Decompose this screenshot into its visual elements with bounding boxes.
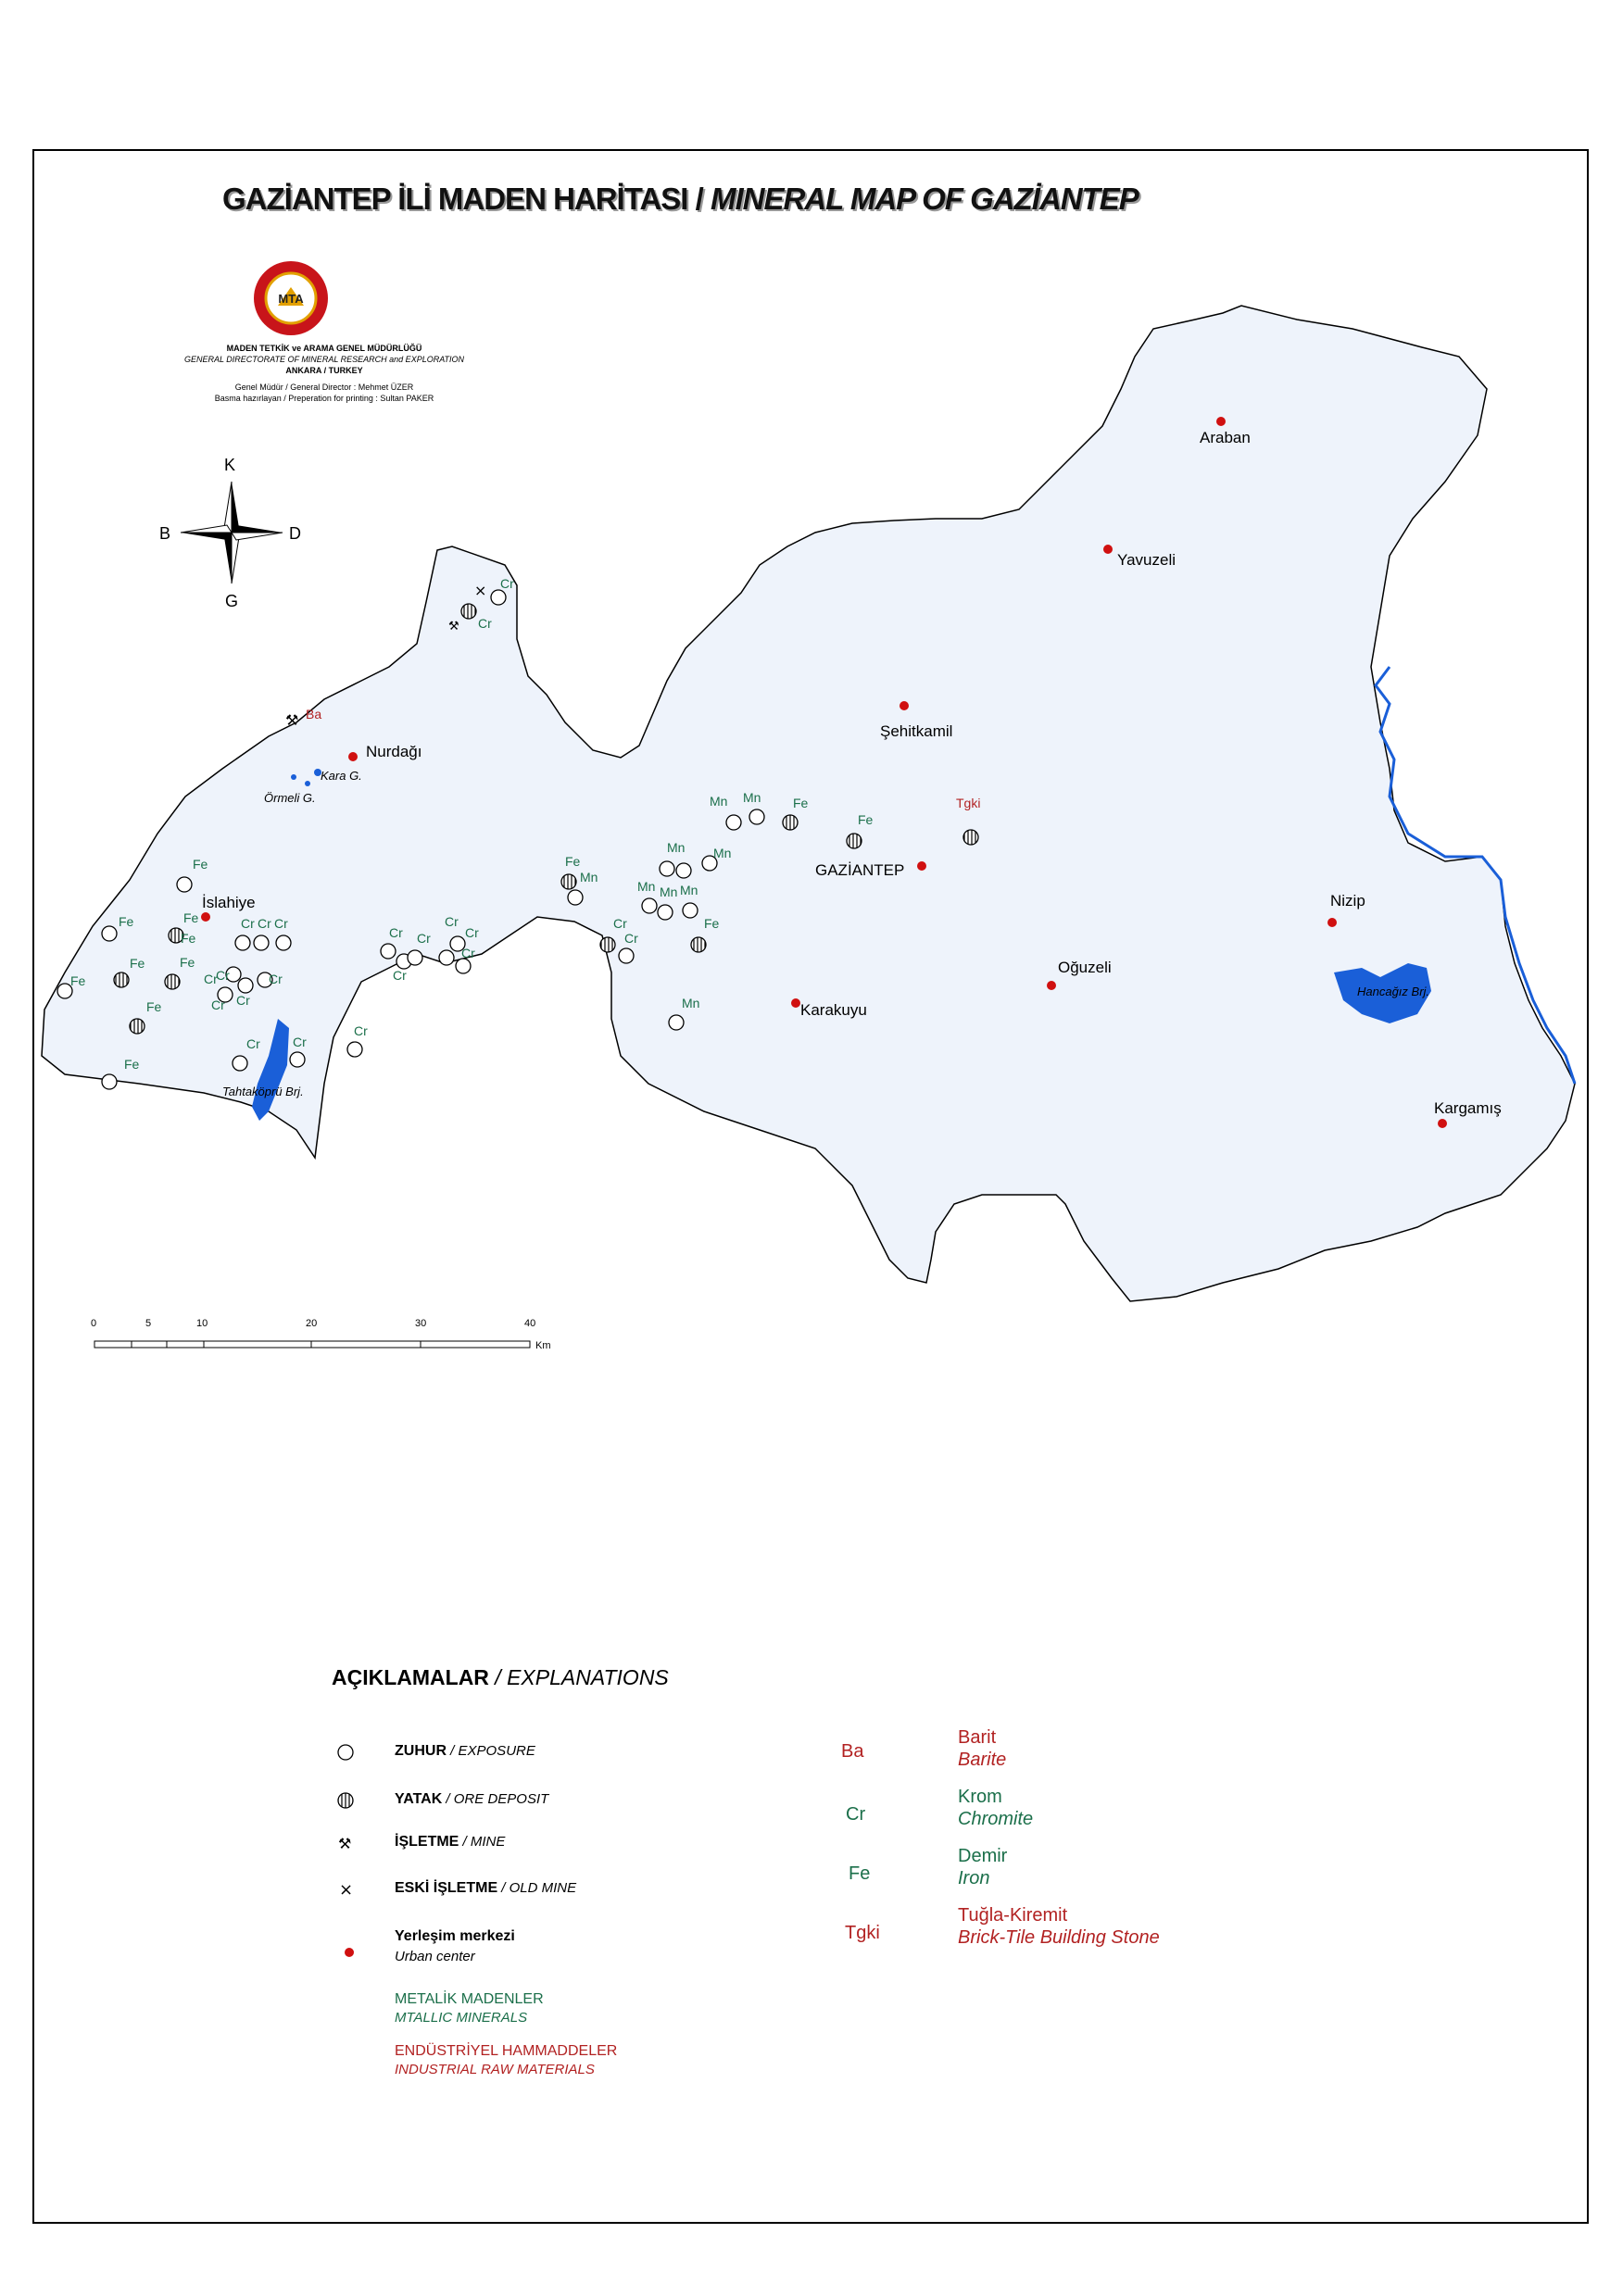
lake-dot	[305, 781, 310, 786]
exposure-symbol	[347, 1042, 362, 1057]
title-tr: GAZİANTEP İLİ MADEN HARİTASI /	[222, 182, 703, 216]
mineral-label: Fe	[146, 999, 162, 1014]
mineral-label: Mn	[667, 840, 686, 855]
org-print: Basma hazırlayan / Preperation for printing : Sultan PAKER	[214, 394, 434, 403]
legend-urban-symbol	[345, 1948, 354, 1957]
mineral-label: Fe	[70, 973, 86, 988]
mineral-label: Mn	[682, 996, 700, 1010]
mineral-label: Cr	[293, 1035, 307, 1049]
mineral-label: Fe	[183, 910, 199, 925]
legend-title-en: / EXPLANATIONS	[488, 1665, 669, 1689]
scale-bar	[91, 1318, 551, 1351]
exposure-symbol	[658, 905, 673, 920]
compass-rose	[159, 456, 301, 610]
legend-title-tr: AÇIKLAMALAR	[332, 1665, 489, 1689]
legend-deposit-en: / ORE DEPOSIT	[442, 1791, 549, 1807]
legend-mineral-tr: Krom	[958, 1787, 1002, 1807]
water-label: Kara G.	[321, 769, 362, 783]
mine-symbol: ⚒	[285, 711, 299, 729]
scale-tick: 5	[145, 1318, 152, 1329]
town-label: Yavuzeli	[1117, 551, 1176, 569]
exposure-symbol	[676, 863, 691, 878]
mineral-label: Fe	[793, 796, 809, 810]
mineral-label: Fe	[565, 854, 581, 869]
town-marker	[900, 701, 909, 710]
legend-mineral-en: Chromite	[958, 1809, 1034, 1829]
exposure-symbol	[408, 950, 422, 965]
exposure-symbol	[749, 809, 764, 824]
mineral-label: Mn	[580, 870, 598, 885]
legend-mineral-en: Iron	[958, 1868, 990, 1888]
compass-north: K	[224, 456, 236, 474]
mineral-label: Cr	[465, 925, 479, 940]
exposure-symbol	[660, 861, 674, 876]
legend-mineral-iron	[958, 1845, 1007, 1889]
mineral-label: Cr	[417, 931, 431, 946]
deposit-symbol	[461, 604, 476, 619]
deposit-symbol	[600, 937, 615, 952]
legend-mineral-barite	[958, 1726, 1006, 1771]
legend-mineral-en: Brick-Tile Building Stone	[958, 1927, 1160, 1948]
scale-tick: 40	[524, 1318, 536, 1329]
legend-mineral-brick	[958, 1904, 1160, 1949]
org-city: ANKARA / TURKEY	[285, 366, 363, 375]
mineral-label: Cr	[269, 972, 283, 986]
legend-mine-tr: İŞLETME	[395, 1834, 459, 1850]
deposit-symbol	[165, 974, 180, 989]
town-marker	[1438, 1119, 1447, 1128]
deposit-symbol	[963, 830, 978, 845]
town-label: İslahiye	[202, 894, 256, 911]
town-label: Kargamış	[1434, 1099, 1502, 1117]
legend-old-mine-symbol: ×	[339, 1880, 354, 1900]
mineral-label: Fe	[704, 916, 720, 931]
legend-deposit-symbol	[338, 1793, 353, 1808]
mineral-label: Mn	[743, 790, 761, 805]
org-name-en: GENERAL DIRECTORATE OF MINERAL RESEARCH and EXPLORATION	[183, 355, 465, 364]
legend-metallic-en: MTALLIC MINERALS	[395, 2010, 528, 2026]
legend-deposit	[395, 1791, 548, 1808]
mineral-label: Fe	[124, 1057, 140, 1072]
town-marker	[1216, 417, 1226, 426]
legend-mineral-tr: Barit	[958, 1727, 997, 1748]
legend-symbols	[338, 1745, 354, 1957]
exposure-symbol	[439, 950, 454, 965]
mineral-label: Cr	[389, 925, 403, 940]
legend-mine	[395, 1834, 505, 1851]
old-mine-symbol: ×	[474, 582, 487, 599]
mineral-label: Fe	[193, 857, 208, 872]
deposit-symbol	[561, 874, 576, 889]
exposure-symbol	[619, 948, 634, 963]
town-label: Nizip	[1330, 892, 1365, 910]
town-marker	[791, 998, 800, 1008]
legend-industrial-tr: ENDÜSTRİYEL HAMMADDELER	[395, 2043, 618, 2059]
legend-old-mine-en: / OLD MINE	[497, 1880, 577, 1896]
mineral-label: Cr	[241, 916, 255, 931]
mineral-label: Cr	[216, 968, 230, 983]
mineral-label: Cr	[236, 993, 250, 1008]
mineral-label: Cr	[204, 972, 218, 986]
legend-deposit-tr: YATAK	[395, 1791, 443, 1807]
town-marker	[348, 752, 358, 761]
mineral-label: Mn	[660, 885, 678, 899]
legend-urban	[395, 1928, 515, 1964]
mineral-label: Cr	[258, 916, 271, 931]
legend-metallic-tr: METALİK MADENLER	[395, 1991, 544, 2007]
exposure-symbol	[276, 935, 291, 950]
legend-industrial-en: INDUSTRIAL RAW MATERIALS	[395, 2062, 595, 2077]
legend-mineral-abbr: Ba	[841, 1741, 864, 1762]
mineral-label: Cr	[500, 576, 514, 591]
mineral-label: Mn	[713, 846, 732, 860]
deposit-symbol	[783, 815, 798, 830]
exposure-symbol	[642, 898, 657, 913]
town-marker	[201, 912, 210, 922]
logo-text: MTA	[278, 292, 304, 306]
water-label: Hancağız Brj.	[1357, 985, 1430, 998]
legend-exposure	[395, 1743, 535, 1760]
town-label: Araban	[1200, 429, 1251, 446]
mineral-label: Cr	[478, 616, 492, 631]
legend-metallic	[395, 1991, 544, 2026]
deposit-symbol	[114, 972, 129, 987]
exposure-symbol	[102, 1074, 117, 1089]
town-label: Karakuyu	[800, 1001, 867, 1019]
scale-unit: Km	[535, 1340, 551, 1351]
mineral-label: Cr	[445, 914, 459, 929]
legend-old-mine	[395, 1880, 576, 1897]
water-label: Örmeli G.	[264, 791, 316, 805]
scale-tick: 0	[91, 1318, 97, 1329]
mineral-label: Tgki	[956, 796, 981, 810]
ormeli-lake	[291, 774, 296, 780]
legend-mineral-tr: Tuğla-Kiremit	[958, 1905, 1068, 1926]
exposure-symbol	[290, 1052, 305, 1067]
exposure-symbol	[683, 903, 698, 918]
mineral-label: Fe	[130, 956, 145, 971]
legend-urban-tr: Yerleşim merkezi	[395, 1928, 515, 1944]
legend-title	[332, 1665, 669, 1690]
mineral-label: Ba	[306, 707, 322, 721]
deposit-symbol	[691, 937, 706, 952]
exposure-symbol	[233, 1056, 247, 1071]
exposure-symbol	[177, 877, 192, 892]
mine-symbol: ⚒	[448, 620, 459, 634]
legend-industrial	[395, 2043, 617, 2077]
legend-exposure-en: / EXPOSURE	[447, 1743, 535, 1759]
legend-mineral-abbr: Fe	[849, 1863, 871, 1884]
exposure-symbol	[726, 815, 741, 830]
legend-old-mine-tr: ESKİ İŞLETME	[395, 1880, 498, 1896]
legend-mineral-abbr: Tgki	[845, 1923, 880, 1943]
mineral-label: Cr	[624, 931, 638, 946]
mineral-label: Cr	[354, 1023, 368, 1038]
exposure-symbol	[254, 935, 269, 950]
town-label: Şehitkamil	[880, 722, 953, 740]
town-label: Nurdağı	[366, 743, 422, 760]
exposure-symbol	[238, 978, 253, 993]
mineral-label: Cr	[393, 968, 407, 983]
mineral-label: Cr	[211, 997, 225, 1012]
exposure-symbol	[568, 890, 583, 905]
exposure-symbol	[456, 959, 471, 973]
mineral-label: Mn	[680, 883, 698, 897]
scale-tick: 30	[415, 1318, 427, 1329]
mineral-label: Cr	[461, 946, 475, 960]
exposure-symbol	[491, 590, 506, 605]
legend-mine-symbol: ⚒	[338, 1835, 352, 1852]
town-marker	[1047, 981, 1056, 990]
legend-exposure-tr: ZUHUR	[395, 1743, 447, 1759]
legend-exposure-symbol	[338, 1745, 353, 1760]
title-en: MINERAL MAP OF GAZİANTEP	[702, 182, 1139, 216]
mineral-label: Cr	[613, 916, 627, 931]
exposure-symbol	[235, 935, 250, 950]
town-label: GAZİANTEP	[815, 861, 905, 879]
water-label: Tahtaköprü Brj.	[222, 1085, 304, 1098]
mineral-label: Fe	[181, 931, 196, 946]
exposure-symbol	[669, 1015, 684, 1030]
deposit-symbol	[130, 1019, 145, 1034]
mineral-label: Mn	[637, 879, 656, 894]
mineral-label: Fe	[119, 914, 134, 929]
mineral-label: Cr	[274, 916, 288, 931]
compass-west: B	[159, 524, 171, 543]
org-director: Genel Müdür / General Director : Mehmet ÜZER	[234, 383, 414, 392]
mineral-label: Mn	[710, 794, 728, 809]
town-marker	[917, 861, 926, 871]
exposure-symbol	[102, 926, 117, 941]
mineral-label: Cr	[246, 1036, 260, 1051]
deposit-symbol	[847, 834, 862, 848]
scale-tick: 20	[306, 1318, 318, 1329]
town-marker	[1103, 545, 1113, 554]
scale-tick: 10	[196, 1318, 208, 1329]
exposure-symbol	[381, 944, 396, 959]
legend-mineral-abbr: Cr	[846, 1804, 866, 1825]
town-marker	[1327, 918, 1337, 927]
town-label: Oğuzeli	[1058, 959, 1112, 976]
legend-urban-en: Urban center	[395, 1949, 475, 1964]
org-name-tr: MADEN TETKİK ve ARAMA GENEL MÜDÜRLÜĞÜ	[226, 344, 422, 353]
compass-south: G	[225, 592, 239, 610]
compass-east: D	[289, 524, 301, 543]
mineral-label: Fe	[858, 812, 874, 827]
legend-mine-en: / MINE	[459, 1834, 506, 1850]
legend-mineral-tr: Demir	[958, 1846, 1008, 1866]
legend-mineral-chromite	[958, 1786, 1033, 1830]
legend-mineral-en: Barite	[958, 1750, 1007, 1770]
mineral-label: Fe	[180, 955, 195, 970]
